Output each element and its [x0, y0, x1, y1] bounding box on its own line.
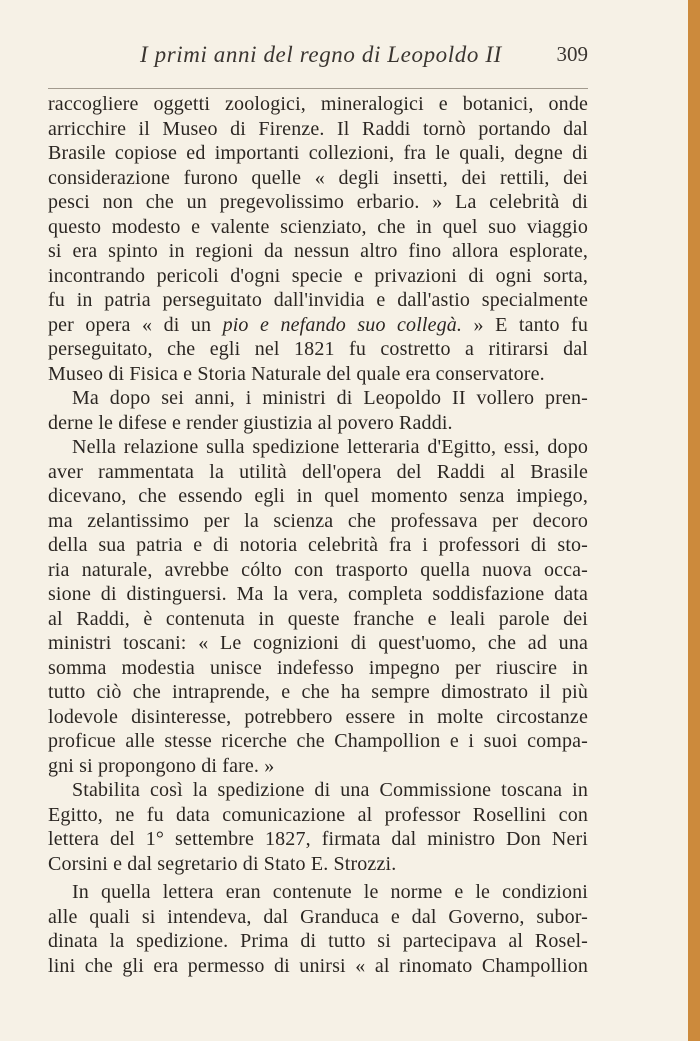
- text-line: ria naturale, avrebbe cólto con trasporto quella nuova occa-: [48, 558, 588, 581]
- text-line: fu in patria perseguitato dall'invidia e dall'astio specialmente: [48, 289, 588, 311]
- text-line: raccogliere oggetti zoologici, mineralogici e botanici, onde: [48, 93, 588, 115]
- text-line: ma zelantissimo per la scienza che professava per decoro: [48, 509, 588, 532]
- text-line: derne le difese e render giustizia al povero Raddi.: [48, 411, 453, 434]
- text-line: dinata la spedizione. Prima di tutto si partecipava al Rosel-: [48, 930, 588, 952]
- body-text: [48, 92, 588, 978]
- text-line: proficue alle stesse ricerche che Champollion e i suoi compa-: [48, 730, 588, 752]
- text-line: arricchire il Museo di Firenze. Il Raddi tornò portando dal: [48, 117, 588, 140]
- italic-quote: pio e nefando suo collegà.: [222, 313, 463, 336]
- text-line: perseguitato, che egli nel 1821 fu costretto a ritirarsi dal: [48, 338, 588, 360]
- text-line: dicevano, che essendo egli in quel momento senza impiego,: [48, 485, 588, 507]
- text-line: Stabilita così la spedizione di una Commissione toscana in: [72, 779, 588, 801]
- text-line: tutto ciò che intraprende, e che ha sempre dimostrato il più: [48, 681, 588, 703]
- text-line: considerazione furono quelle « degli insetti, dei rettili, dei: [48, 166, 588, 189]
- text-segment: » E tanto fu: [462, 313, 588, 336]
- text-line: somma modestia unisce indefesso impegno per riuscire in: [48, 656, 588, 679]
- text-line: In quella lettera eran contenute le norme e le condizioni: [72, 881, 588, 903]
- text-line: ministri toscani: « Le cognizioni di quest'uomo, che ad una: [48, 632, 588, 654]
- text-line: Museo di Fisica e Storia Naturale del quale era conservatore.: [48, 362, 545, 385]
- text-line: lettera del 1° settembre 1827, firmata dal ministro Don Neri: [48, 828, 588, 850]
- text-line: Brasile copiose ed importanti collezioni, fra le quali, degne di: [48, 142, 588, 164]
- text-line: pesci non che un pregevolissimo erbario. » La celebrità di: [48, 191, 588, 213]
- text-line: questo modesto e valente scienziato, che in quel suo viaggio: [48, 215, 588, 238]
- text-line: al Raddi, è contenuta in queste franche e leali parole dei: [48, 607, 588, 630]
- running-title: I primi anni del regno di Leopoldo II: [140, 42, 502, 67]
- text-line: gni si propongono di fare. »: [48, 754, 275, 777]
- text-line: Nella relazione sulla spedizione letteraria d'Egitto, essi, dopo: [72, 436, 588, 458]
- page-header: [48, 32, 588, 89]
- text-line: incontrando pericoli d'ogni specie e privazioni di ogni sorta,: [48, 264, 588, 287]
- text-line: alle quali si intendeva, dal Granduca e dal Governo, subor-: [48, 905, 588, 928]
- text-line: [48, 313, 588, 338]
- text-line: si era spinto in regioni da nessun altro fino allora esplorate,: [48, 240, 588, 262]
- text-line: sione di distinguersi. Ma la vera, completa soddisfazione data: [48, 583, 588, 605]
- text-line: Corsini e dal segretario di Stato E. Strozzi.: [48, 852, 397, 875]
- text-line: Ma dopo sei anni, i ministri di Leopoldo II vollero pren-: [72, 387, 588, 409]
- text-line: Egitto, ne fu data comunicazione al professor Rosellini con: [48, 803, 588, 826]
- text-line: della sua patria e di notoria celebrità fra i professori di sto-: [48, 534, 588, 556]
- text-line: aver rammentata la utilità dell'opera del Raddi al Brasile: [48, 460, 588, 483]
- text-segment: per opera « di un: [48, 313, 223, 336]
- text-line: lodevole disinteresse, potrebbero essere in molte circostanze: [48, 705, 588, 728]
- page-number: 309: [556, 42, 588, 66]
- text-line: lini che gli era permesso di unirsi « al rinomato Champollion: [48, 954, 588, 977]
